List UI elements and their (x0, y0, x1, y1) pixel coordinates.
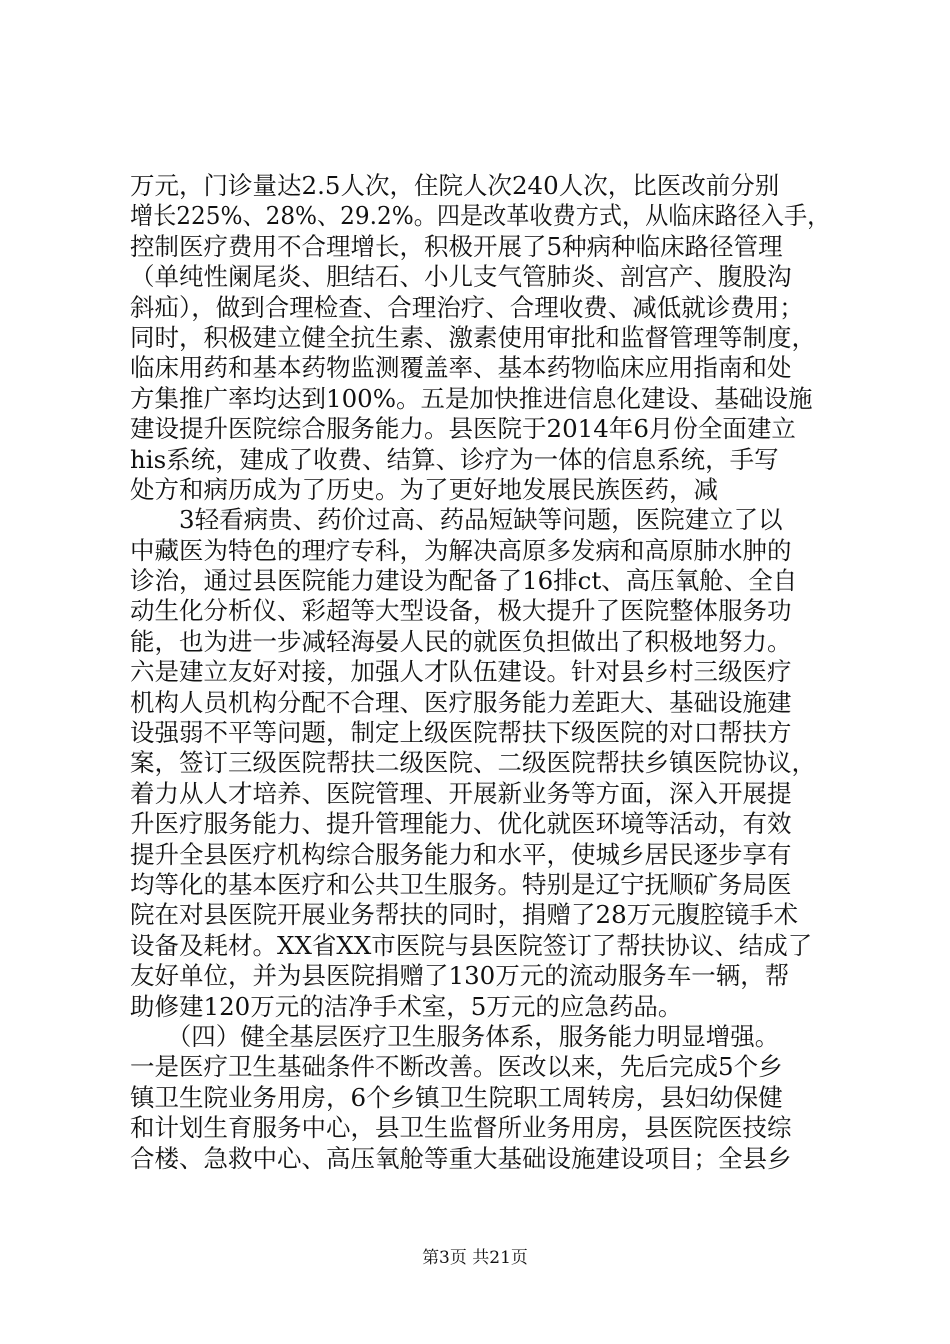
text-line: 方集推广率均达到100%。五是加快推进信息化建设、基础设施 (130, 383, 813, 413)
text-line: 一是医疗卫生基础条件不断改善。医改以来，先后完成5个乡 (130, 1052, 783, 1082)
text-line: 和计划生育服务中心，县卫生监督所业务用房，县医院医技综 (130, 1113, 792, 1143)
text-line: 能，也为进一步减轻海晏人民的就医负担做出了积极地努力。 (130, 626, 792, 656)
text-line: 控制医疗费用不合理增长，积极开展了5种病种临床路径管理 (130, 231, 783, 261)
text-line: 着力从人才培养、医院管理、开展新业务等方面，深入开展提 (130, 778, 792, 808)
text-line: 合楼、急救中心、高压氧舱等重大基础设施建设项目；全县乡 (130, 1143, 792, 1173)
text-line: 增长225%、28%、29.2%。四是改革收费方式，从临床路径入手， (130, 201, 831, 231)
text-line: 友好单位，并为县医院捐赠了130万元的流动服务车一辆，帮 (130, 961, 790, 991)
text-line: 中藏医为特色的理疗专科，为解决高原多发病和高原肺水肿的 (130, 535, 792, 565)
body-text (130, 171, 830, 1174)
text-line: 机构人员机构分配不合理、医疗服务能力差距大、基础设施建 (130, 687, 792, 717)
text-line: 建设提升医院综合服务能力。县医院于2014年6月份全面建立 (130, 414, 796, 444)
text-line: 助修建120万元的洁净手术室，5万元的应急药品。 (130, 991, 683, 1021)
text-line: 处方和病历成为了历史。为了更好地发展民族医药，减 (130, 474, 718, 504)
text-line: 设强弱不平等问题，制定上级医院帮扶下级医院的对口帮扶方 (130, 718, 792, 748)
text-line: 案，签订三级医院帮扶二级医院、二级医院帮扶乡镇医院协议， (130, 748, 816, 778)
text-line: 斜疝），做到合理检查、合理治疗、合理收费、减低就诊费用； (130, 292, 804, 322)
text-line: 镇卫生院业务用房，6个乡镇卫生院职工周转房，县妇幼保健 (130, 1082, 783, 1112)
text-line: （四）健全基层医疗卫生服务体系，服务能力明显增强。 (130, 1021, 780, 1051)
text-line: 3轻看病贵、药价过高、药品短缺等问题，医院建立了以 (130, 505, 783, 535)
text-line: 提升全县医疗机构综合服务能力和水平，使城乡居民逐步享有 (130, 839, 792, 869)
text-line: 动生化分析仪、彩超等大型设备，极大提升了医院整体服务功 (130, 596, 792, 626)
text-line: his系统，建成了收费、结算、诊疗为一体的信息系统，手写 (130, 444, 779, 474)
text-line: 临床用药和基本药物监测覆盖率、基本药物临床应用指南和处 (130, 353, 792, 383)
text-line: 均等化的基本医疗和公共卫生服务。特别是辽宁抚顺矿务局医 (130, 869, 792, 899)
page-footer: 第3页 共21页 (422, 1248, 528, 1268)
text-line: 万元，门诊量达2.5人次，住院人次240人次，比医改前分别 (130, 171, 780, 200)
text-line: 升医疗服务能力、提升管理能力、优化就医环境等活动，有效 (130, 809, 792, 839)
text-line: 六是建立友好对接，加强人才队伍建设。针对县乡村三级医疗 (130, 657, 792, 687)
text-line: 同时，积极建立健全抗生素、激素使用审批和监督管理等制度， (130, 322, 816, 352)
text-line: 院在对县医院开展业务帮扶的同时，捐赠了28万元腹腔镜手术 (130, 900, 799, 930)
text-line: （单纯性阑尾炎、胆结石、小儿支气管肺炎、剖宫产、腹股沟 (130, 262, 792, 292)
text-line: 设备及耗材。XX省XX市医院与县医院签订了帮扶协议、结成了 (130, 930, 813, 960)
text-line: 诊治，通过县医院能力建设为配备了16排ct、高压氧舱、全自 (130, 566, 798, 596)
